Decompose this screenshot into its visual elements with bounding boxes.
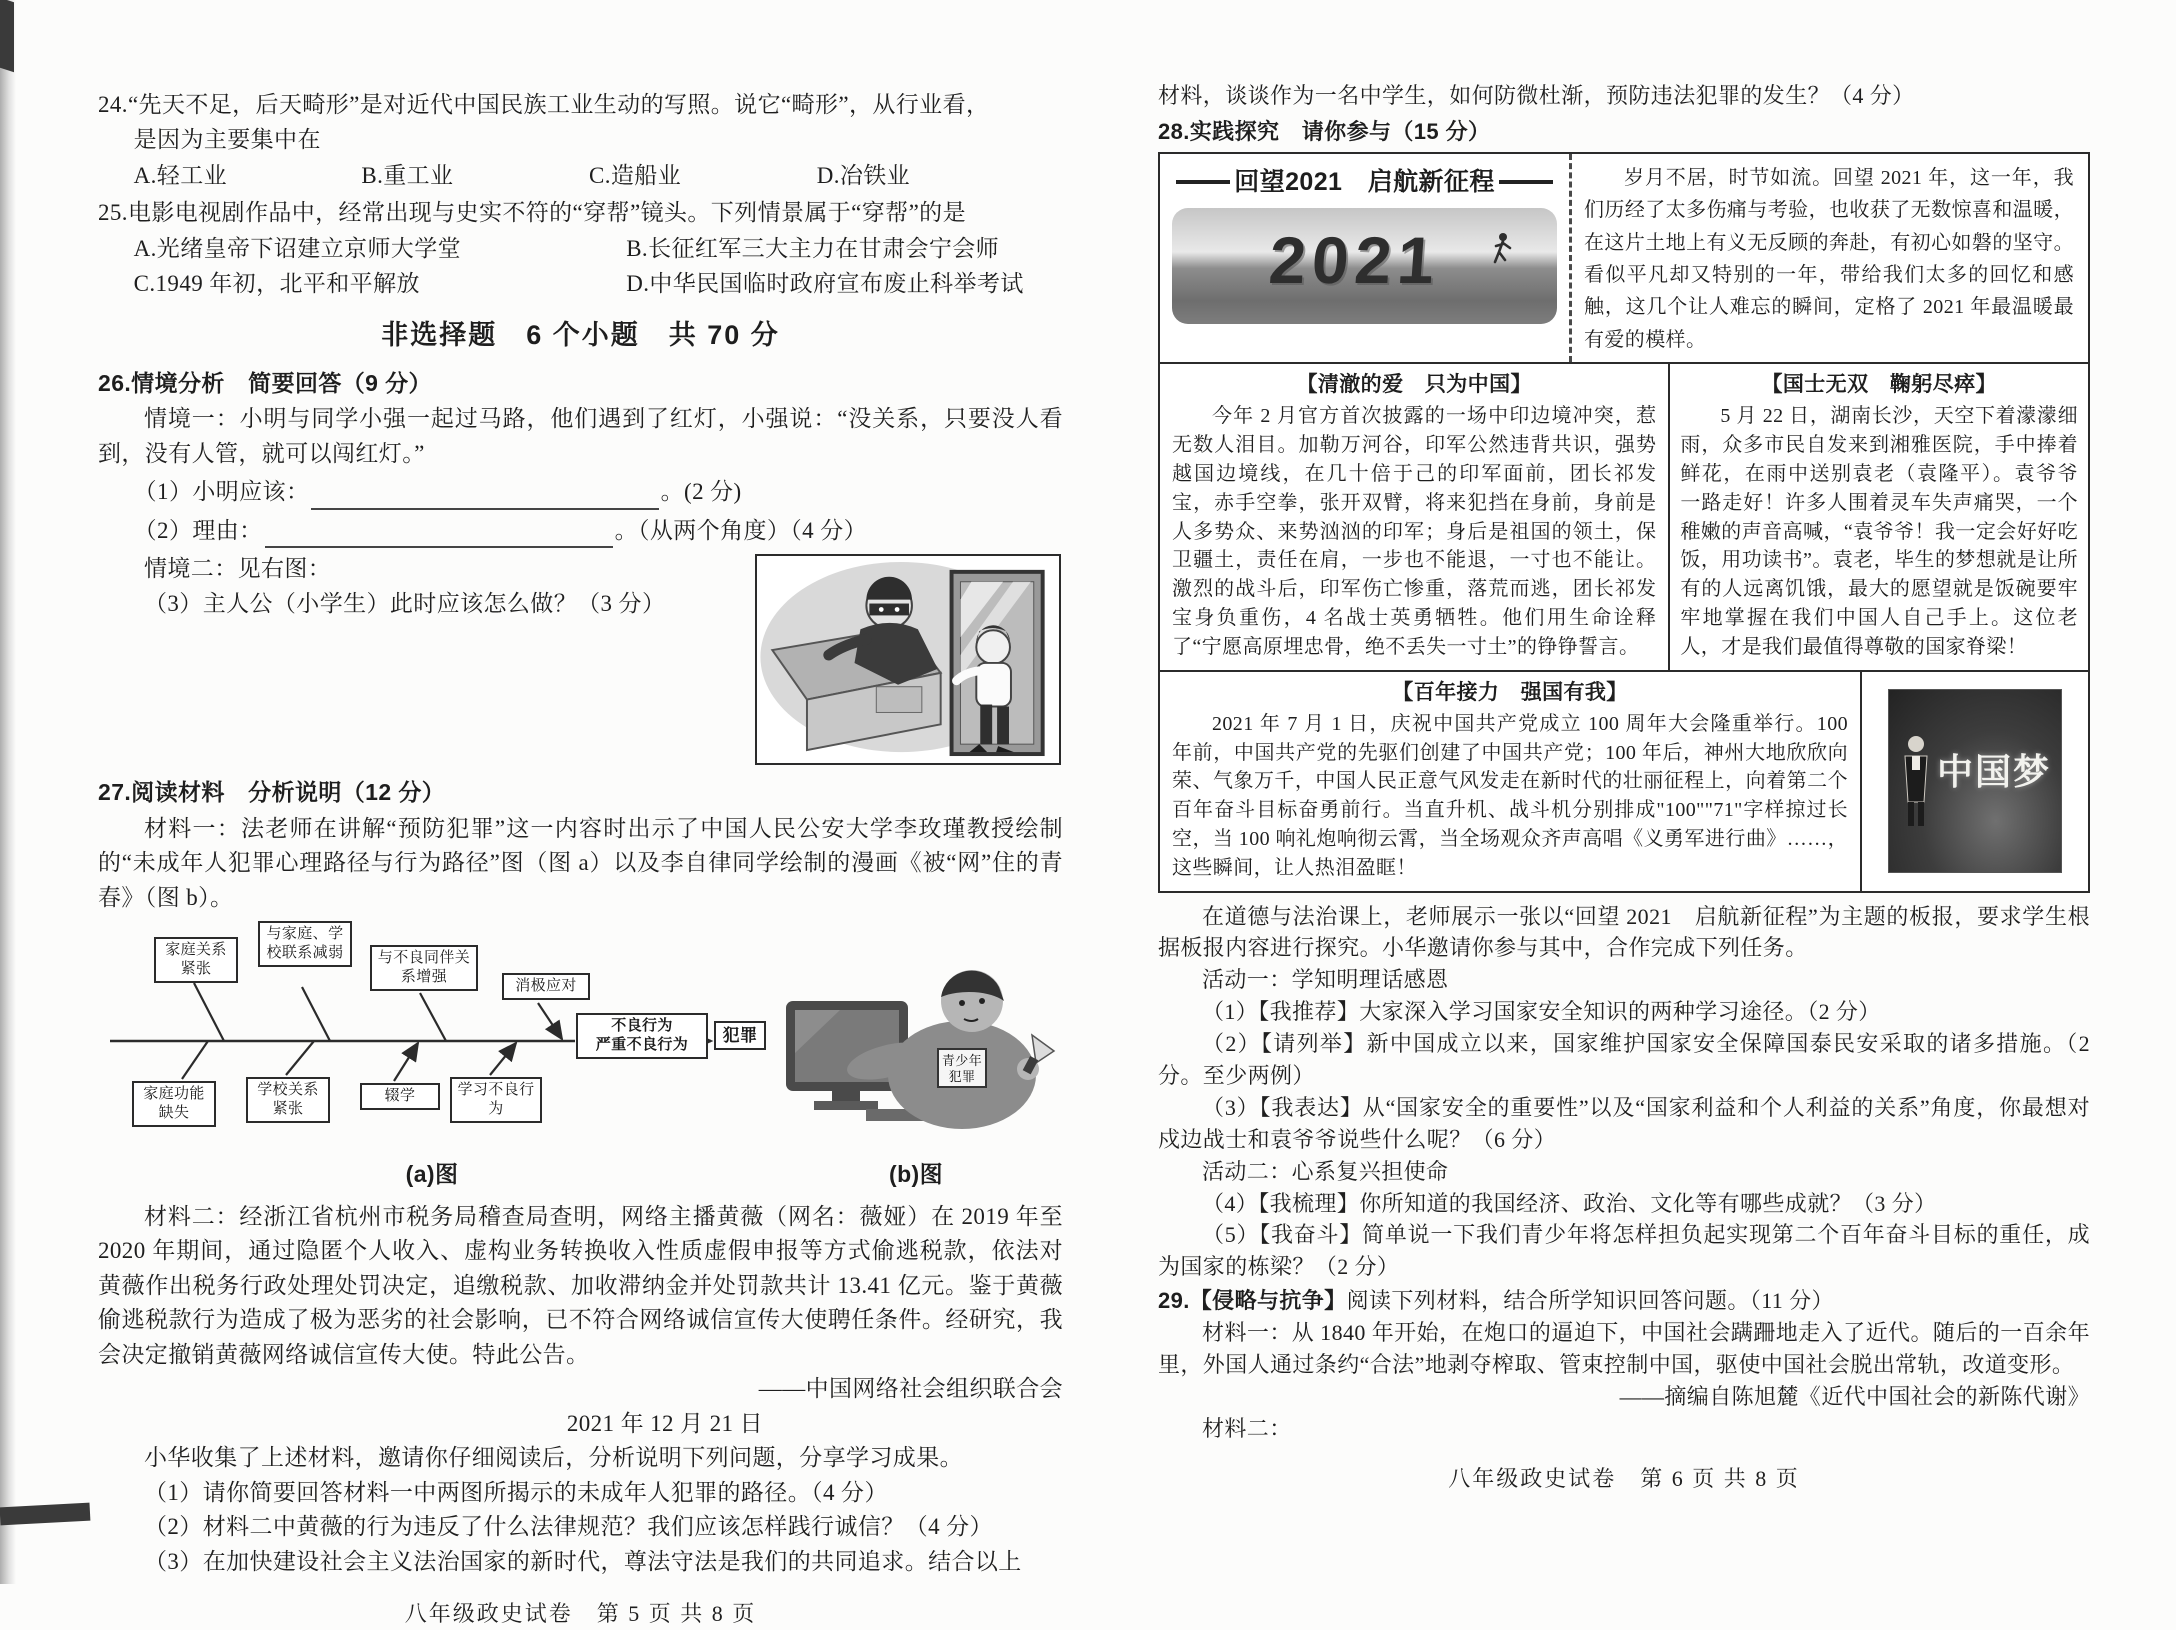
diagram-crime-box: 犯罪 [714, 1021, 766, 1050]
banner-year-text: 2021 [1266, 223, 1443, 298]
board-box [1158, 152, 2090, 893]
diagram-box: 学习不良行为 [450, 1077, 542, 1123]
blank-suffix: 。（从两个角度）（4 分） [614, 517, 868, 543]
page-footer-left: 八年级政史试卷 第 5 页 共 8 页 [404, 1601, 757, 1626]
panel-qingche-love [1160, 364, 1670, 669]
question-27-intro: 小华收集了上述材料，邀请你仔细阅读后，分析说明下列问题，分享学习成果。 [144, 1445, 963, 1470]
question-25-line1: 25.电影电视剧作品中，经常出现与史实不符的“穿帮”镜头。下列情景属于“穿帮”的是 [98, 199, 966, 225]
china-dream-label: 中国梦 [1936, 752, 2051, 793]
panel-guoshi-wushuang [1670, 364, 2088, 669]
speaker-figure [1899, 734, 1933, 830]
question-29-rest: 阅读下列材料，结合所学知识回答问题。（11 分） [1346, 1288, 1834, 1314]
question-28-title: 28.实践探究 请你参与（15 分） [1158, 118, 1491, 144]
question-29-tag: 29.【侵略与抗争】 [1158, 1288, 1347, 1314]
answer-blank-line [311, 479, 658, 510]
scan-spine-shadow [0, 0, 16, 1584]
blank-suffix: 。(2 分) [660, 479, 742, 504]
diagram-box: 与不良同伴关系增强 [370, 945, 478, 991]
panel-title: 【百年接力 强国有我】 [1392, 680, 1628, 704]
scan-artifact [0, 1503, 90, 1526]
panel-bainian-jieli [1160, 672, 1860, 891]
question-27-item1: （1）请你简要回答材料一中两图所揭示的未成年人犯罪的路径。（4 分） [144, 1479, 888, 1505]
panel-body: 2021 年 7 月 1 日，庆祝中国共产党成立 100 周年大会隆重举行。100 年前，中国共产党的先驱们创建了中国共产党；100 年后，神州大地欣欣向荣、气象万千，中国人民正意气风发走在新时代的壮丽征程上，向着第二个百年奋斗目标奋勇前行。当直升机、战斗机分别排成"100""71"字样掠过长空，当 100 响礼炮响彻云霄，当全场观众齐声高唱《义勇军进行曲》……，这些瞬间，让人热泪盈眶！ [1172, 712, 1848, 879]
cartoon-b [770, 943, 1062, 1192]
board-followup-text: 在道德与法治课上，老师展示一张以“回望 2021 启航新征程”为主题的板报，要求学生根据板报内容进行探究。小华邀请你参与其中，合作完成下列任务。 [1158, 903, 2090, 961]
panel-title: 【国士无双 鞠躬尽瘁】 [1761, 373, 1997, 397]
answer-blank-row [98, 475, 742, 510]
task-3: （3）【我表达】从“国家安全的重要性”以及“国家利益和个人利益的关系”角度，你最想对戍边战士和袁爷爷说些什么呢？（6 分） [1158, 1094, 2090, 1152]
scan-artifact [0, 0, 14, 72]
page-footer-right: 八年级政史试卷 第 6 页 共 8 页 [1448, 1465, 1800, 1491]
option-c: C.1949 年初，北平和平解放 [133, 270, 420, 296]
panel-body: 5 月 22 日，湖南长沙，天空下着濛濛细雨，众多市民自发来到湘雅医院，手中捧着鲜花，在雨中送别袁老（袁隆平）。袁爷爷一路走好！许多人围着灵车失声痛哭，一个稚嫩的声音高喊，“袁爷爷！我一定会好好吃饭，用功读书”。袁老，毕生的梦想就是让所有的人远离饥饿，最大的愿望就是饭碗要牢牢地掌握在我们中国人自己手上。这位老人，才是我们最值得尊敬的国家脊梁！ [1680, 405, 2078, 658]
task-2: （2）【请列举】新中国成立以来，国家维护国家安全保障国泰民安采取的诸多措施。（2 分。至少两例） [1158, 1031, 2090, 1088]
question-27-item3: （3）在加快建设社会主义法治国家的新时代，尊法守法是我们的共同追求。结合以上 [144, 1548, 1022, 1574]
figure-b-caption: (b)图 [889, 1161, 943, 1187]
material-two-text: 材料二：经浙江省杭州市税务局稽查局查明，网络主播黄薇（网名：薇娅）在 2019 年至 2020 年期间，通过隐匿个人收入、虚构业务转换收入性质虚假申报等方式偷逃税款，依法对黄薇作出税务行政处理处罚决定，追缴税款、加收滞纳金并处罚款共计 13.41 亿元。鉴于黄薇偷逃税款行为造成了极为恶劣的社会影响，已不符合网络诚信宣传大使聘任条件。经研究，我会决定撤销黄薇网络诚信宣传大使。特此公告。 [98, 1203, 1063, 1367]
material-one-figures [98, 921, 1063, 1192]
diagram-box: 与家庭、学校联系减弱 [258, 921, 352, 967]
question-24 [98, 88, 1063, 194]
question-29-material-one: 材料一：从 1840 年开始，在炮口的逼迫下，中国社会蹒跚地走入了近代。随后的一百余年里，外国人通过条约“合法”地剥夺榨取、管束控制中国，驱使中国社会脱出常轨，改道变形。 [1158, 1320, 2090, 1378]
result-line1: 不良行为 [611, 1017, 673, 1034]
banner-title: 回望2021 启航新征程 [1234, 167, 1495, 196]
task-1: （1）【我推荐】大家深入学习国家安全知识的两种学习途径。（2 分） [1202, 999, 1881, 1025]
material-one-text: 材料一：法老师在讲解“预防犯罪”这一内容时出示了中国人民公安大学李玫瑾教授绘制的“未成年人犯罪心理路径与行为路径”图（图 a）以及李自律同学绘制的漫画《被“网”住的青春》（图 b）。 [98, 815, 1063, 910]
scenario-two-label: 情境二：见右图： [144, 556, 332, 581]
question-25 [98, 196, 1063, 302]
answer-blank-line [265, 517, 613, 548]
badge-line2: 犯罪 [948, 1068, 976, 1084]
task-5: （5）【我奋斗】简单说一下我们青少年将怎样担负起实现第二个百年奋斗目标的重任，成为国家的栋梁？（2 分） [1158, 1222, 2090, 1280]
question-29-material-two-label: 材料二： [1202, 1415, 1292, 1441]
fishbone-diagram [98, 921, 766, 1192]
photo-cell [1860, 672, 2088, 891]
blank-label: （1）小明应该： [133, 479, 310, 504]
question-27 [98, 775, 1063, 1579]
question-24-options [98, 159, 1063, 194]
board-intro-cell [1569, 154, 2088, 362]
figure-a-caption: (a)图 [405, 1161, 459, 1187]
question-27-title: 27.阅读材料 分析说明（12 分） [98, 779, 446, 805]
board-intro-text: 岁月不居，时节如流。回望 2021 年，这一年，我们历经了太多伤痛与考验，也收获了无数惊喜和温暖，在这片土地上有义无反顾的奔赴，有初心如磐的坚守。看似平凡却又特别的一年，带给我们太多的回忆和感触，这几个让人难忘的瞬间，定格了 2021 年最温暖最有爱的模样。 [1584, 166, 2074, 351]
board-top-row [1160, 154, 2088, 362]
panel-body: 今年 2 月官方首次披露的一场中印边境冲突，惹无数人泪目。加勒万河谷，印军公然违背共识，强势越国边境线，在几十倍于己的印军面前，团长祁发宝，赤手空拳，张开双臂，将来犯挡在身前，身前是人多势众、来势汹汹的印军；身后是祖国的领土，保卫疆土，责任在肩，一步也不能退，一寸也不能让。激烈的战斗后，印军伤亡惨重，落荒而逃，团长祁发宝身负重伤，4 名战士英勇牺牲。他们用生命诠释了“宁愿高原埋忠骨，绝不丢失一寸土”的铮铮誓言。 [1172, 405, 1657, 658]
badge-line1: 青少年 [941, 1052, 983, 1068]
page-right [1158, 80, 2090, 1495]
option-d: D.中华民国临时政府宣布废止科举考试 [626, 270, 1024, 296]
blank-label: （2）理由： [133, 517, 263, 543]
scenario-one-text: 情境一：小明与同学小强一起过马路，他们遇到了红灯，小强说：“没关系，只要没人看到，没有人管，就可以闯红灯。” [98, 406, 1063, 466]
panel-title: 【清澈的爱 只为中国】 [1296, 373, 1532, 397]
banner-image [1172, 208, 1557, 324]
section-title: 非选择题 6 个小题 共 70 分 [381, 320, 780, 350]
task-4: （4）【我梳理】你所知道的我国经济、政治、文化等有哪些成就？（3 分） [1202, 1190, 1937, 1216]
activity-two-heading: 活动二：心系复兴担使命 [1202, 1158, 1449, 1184]
activity-one-heading: 活动一：学知明理话感恩 [1202, 967, 1449, 993]
question-29-title [1158, 1285, 2090, 1317]
option-b: B.重工业 [361, 163, 454, 188]
question-24-line1: 24.“先天不足，后天畸形”是对近代中国民族工业生动的写照。说它“畸形”，从行业看， [98, 92, 990, 117]
question-26-item3: （3）主人公（小学生）此时应该怎么做？（3 分） [144, 590, 666, 616]
diagram-box: 学校关系紧张 [246, 1077, 330, 1123]
option-b: B.长征红军三大主力在甘肃会宁会师 [626, 236, 1000, 261]
scenario-two-block [98, 552, 1063, 771]
diagram-box: 家庭关系紧张 [154, 937, 238, 983]
diagram-box: 辍学 [360, 1083, 440, 1110]
china-dream-photo [1888, 689, 2062, 873]
climber-figure-icon [1491, 232, 1513, 266]
diagram-result-box [576, 1013, 708, 1059]
question-25-options [98, 232, 1063, 301]
banner-dash-right [1499, 180, 1553, 184]
result-line2: 严重不良行为 [595, 1035, 689, 1053]
burglar-scene-illustration [755, 554, 1061, 765]
cartoon-b-drawing [770, 943, 1060, 1143]
diagram-box: 消极应对 [502, 973, 590, 1000]
question-26 [98, 366, 1063, 772]
page-left [98, 88, 1063, 1630]
board-bottom-row [1160, 670, 2088, 891]
material-two-date: 2021 年 12 月 21 日 [566, 1410, 763, 1436]
material-two-attribution: ——中国网络社会组织联合会 [758, 1376, 1063, 1401]
burglar-scene-drawing [757, 556, 1055, 759]
question-26-title: 26.情境分析 简要回答（9 分） [98, 369, 432, 396]
option-a: A.光绪皇帝下诏建立京师大学堂 [133, 236, 462, 261]
board-middle-row [1160, 362, 2088, 669]
question-24-line2: 是因为主要集中在 [133, 126, 321, 152]
question-27-continuation: 材料，谈谈作为一名中学生，如何防微杜渐，预防违法犯罪的发生？（4 分） [1158, 83, 1915, 108]
banner-cell [1160, 154, 1569, 362]
banner-heading [1172, 164, 1557, 200]
question-27-item2: （2）材料二中黄薇的行为违反了什么法律规范？我们应该怎样践行诚信？（4 分） [144, 1514, 993, 1539]
answer-blank-row [98, 514, 867, 549]
diagram-box: 家庭功能缺失 [132, 1081, 216, 1127]
banner-dash-left [1176, 180, 1230, 184]
question-29-attribution: ——摘编自陈旭麓《近代中国社会的新陈代谢》 [1619, 1383, 2090, 1409]
option-d: D.冶铁业 [816, 163, 911, 188]
option-a: A.轻工业 [133, 163, 228, 188]
option-c: C.造船业 [589, 163, 682, 188]
